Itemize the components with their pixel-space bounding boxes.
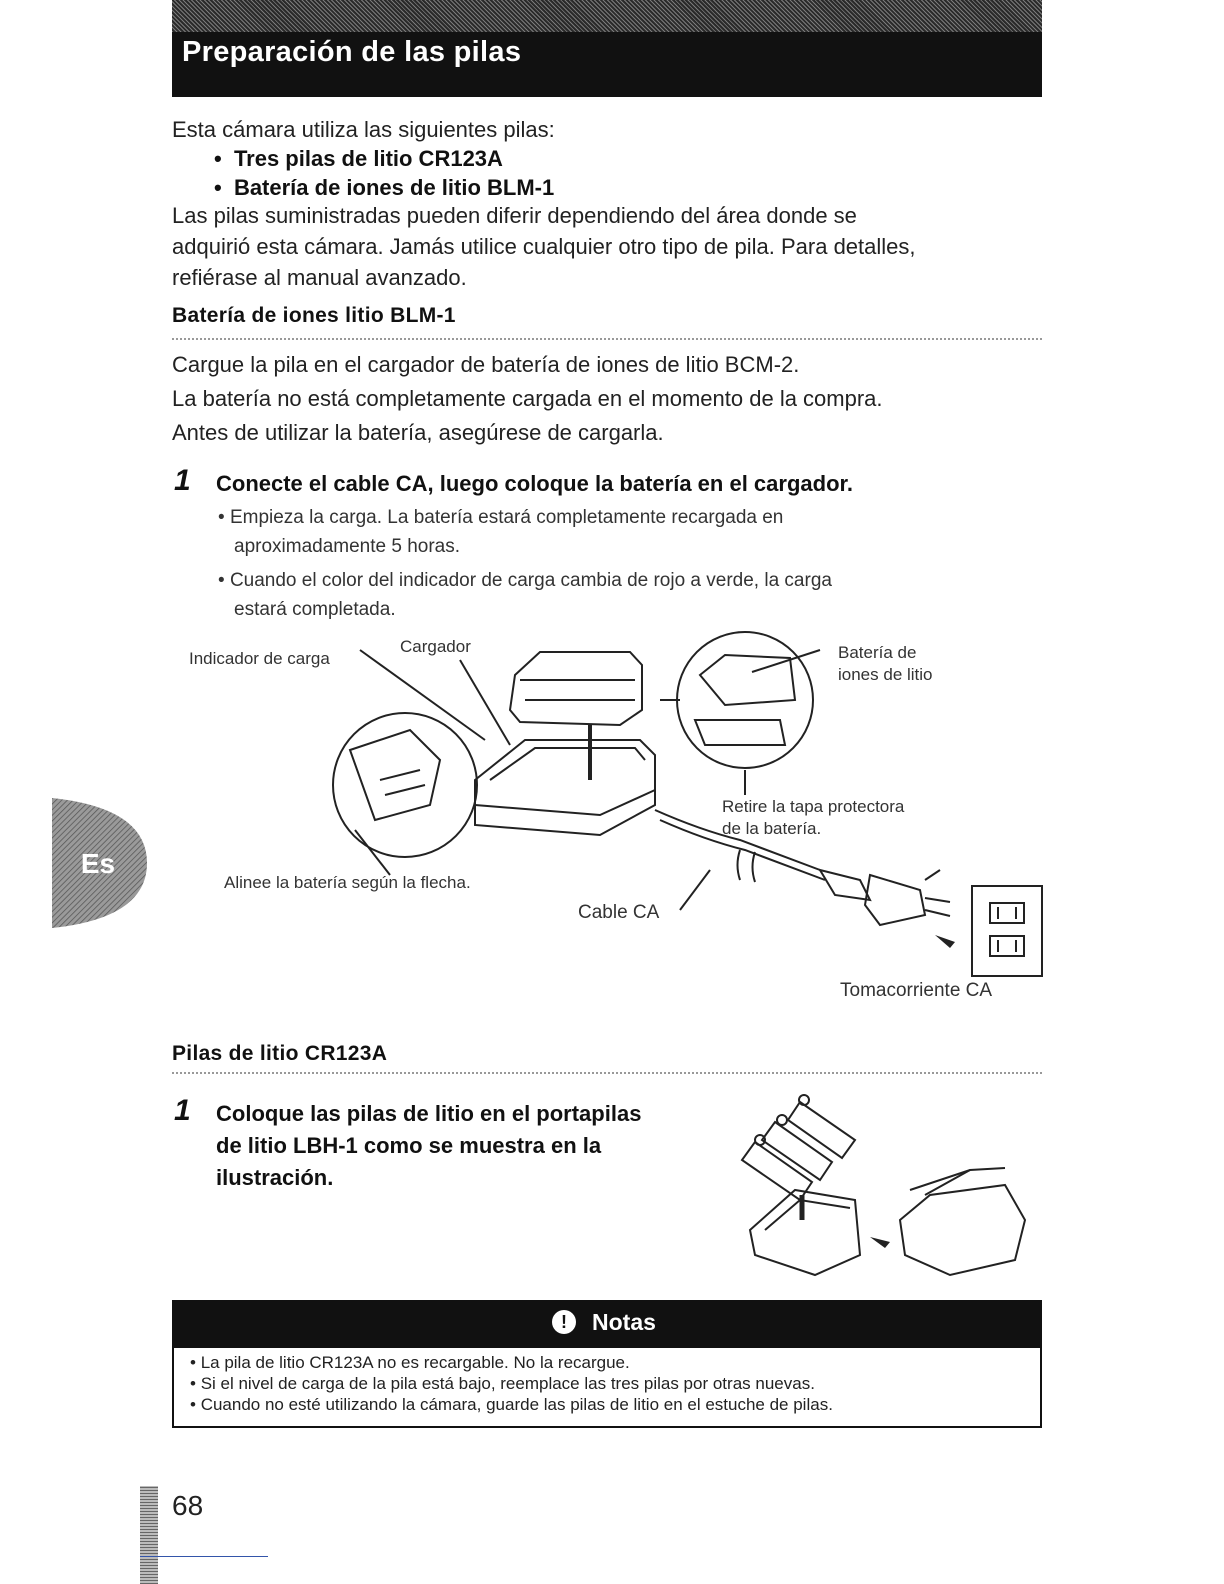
header-pattern <box>172 0 1042 32</box>
cr123a-cells <box>742 1095 855 1200</box>
list-item: • Si el nivel de carga de la pila está bajo, reemplace las tres pilas por otras nuevas. <box>190 1374 815 1393</box>
notes-title: Notas <box>592 1309 656 1335</box>
arrow-icon <box>870 1237 890 1248</box>
page-number: 68 <box>172 1490 204 1521</box>
label-align-battery: Alinee la batería según la flecha. <box>224 873 471 892</box>
label-charge-indicator: Indicador de carga <box>189 649 330 668</box>
intro-lead: Esta cámara utiliza las siguientes pilas: <box>172 117 555 142</box>
section-title-blm1: Batería de iones litio BLM-1 <box>172 304 456 327</box>
label-ac-cable: Cable CA <box>578 902 660 923</box>
label-charger: Cargador <box>400 637 471 656</box>
battery-holder <box>900 1185 1025 1275</box>
section-title-cr123a: Pilas de litio CR123A <box>172 1042 388 1065</box>
intro-paragraph: Las pilas suministradas pueden diferir dependiendo del área donde se adquirió esta cámara. Jamás utilice cualquier otro tipo de pila. Para detalles, refiérase al manual avanzado. <box>172 203 916 290</box>
page-title: Preparación de las pilas <box>182 36 522 68</box>
step-number: 1 <box>174 464 191 497</box>
intro-bullet: • Tres pilas de litio CR123A <box>214 146 503 171</box>
notes-list <box>190 1352 1030 1415</box>
charger-body <box>475 740 655 835</box>
language-tab <box>52 798 147 928</box>
page-rule <box>140 1556 268 1557</box>
step-note: • Empieza la carga. La batería estará completamente recargada en aproximadamente 5 horas. <box>218 507 784 557</box>
step-note: • Cuando el color del indicador de carga cambia de rojo a verde, la carga estará completada. <box>218 570 832 620</box>
page-marker <box>140 1486 158 1584</box>
step-instruction: Conecte el cable CA, luego coloque la batería en el cargador. <box>216 471 853 496</box>
battery <box>510 652 642 725</box>
battery-holder <box>750 1190 860 1275</box>
plug <box>865 875 925 925</box>
section-divider <box>172 338 1042 340</box>
outlet <box>972 886 1042 976</box>
detail-circle <box>333 713 477 857</box>
charger-illustration <box>180 630 1050 1010</box>
section-divider <box>172 1072 1042 1074</box>
language-tab-label: Es <box>80 848 116 879</box>
list-item: • Cuando no esté utilizando la cámara, guarde las pilas de litio en el estuche de pilas. <box>190 1395 833 1414</box>
step-number: 1 <box>174 1094 191 1127</box>
warning-icon: ! <box>552 1310 576 1334</box>
intro-bullet: • Batería de iones de litio BLM-1 <box>214 175 555 200</box>
list-item: • La pila de litio CR123A no es recargable. No la recargue. <box>190 1353 630 1372</box>
label-remove-cover: Retire la tapa protectora de la batería. <box>722 797 905 838</box>
label-ac-outlet: Tomacorriente CA <box>840 980 993 1001</box>
section1-paragraph: Cargue la pila en el cargador de batería de iones de litio BCM-2. La batería no está completamente cargada en el momento de la compra. Antes de utilizar la batería, asegúrese de cargarla. <box>172 352 883 445</box>
label-battery: Batería de iones de litio <box>838 643 933 684</box>
step-instruction: Coloque las pilas de litio en el portapilas de litio LBH-1 como se muestra en la ilustración. <box>216 1101 642 1190</box>
battery-holder-illustration <box>740 1090 1040 1280</box>
